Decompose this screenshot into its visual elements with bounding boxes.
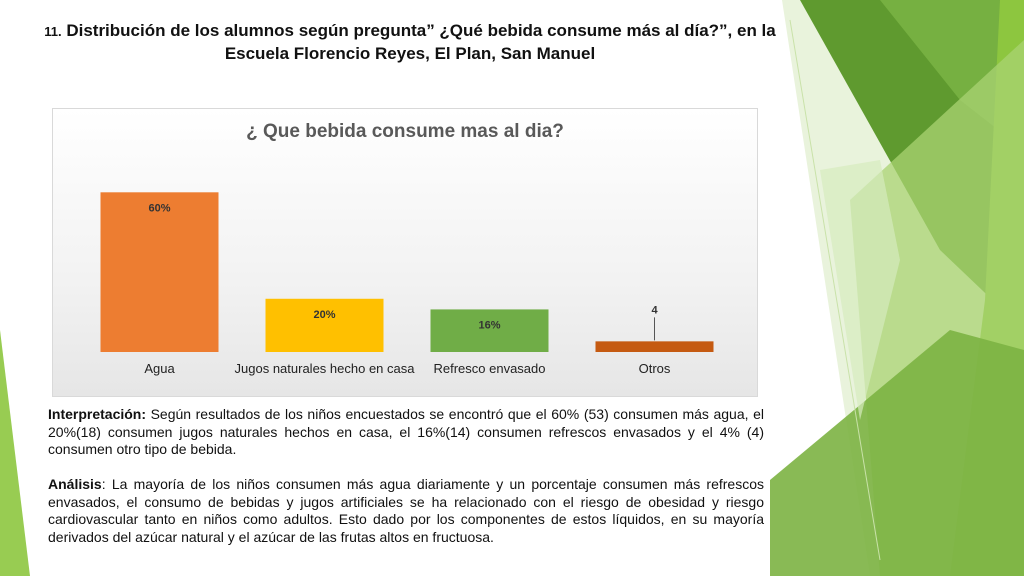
chart-plot (53, 109, 757, 396)
bar-0 (101, 192, 219, 352)
analysis-paragraph (48, 476, 764, 546)
category-label-0: Agua (144, 361, 175, 376)
slide-title (40, 20, 780, 65)
bar-1 (266, 299, 384, 352)
analysis-label: Análisis (48, 476, 102, 492)
bar-chart (52, 108, 758, 397)
interpretation-paragraph (48, 406, 764, 459)
data-label-2: 16% (478, 319, 501, 332)
category-label-3: Otros (638, 361, 671, 376)
analysis-text: : La mayoría de los niños consumen más agua diariamente y un porcentaje consumen más refrescos envasados, el consumo de bebidas y jugos artificiales se ha relacionado con el riesgo de obesidad y riesgo cardiovascular tanto en niños como adultos. Esto dado por los componentes de estos líquidos, en su mayoría derivados del azúcar natural y el azúcar de las frutas altos en fructuosa. (48, 476, 764, 545)
interpretation-text: Según resultados de los niños encuestados se encontró que el 60% (53) consumen más agua, el 20%(18) consumen jugos naturales hechos en casa, el 16%(14) consumen refrescos envasados y el 4% (4) consumen otro tipo de bebida. (48, 406, 764, 457)
data-label-0: 60% (148, 202, 171, 215)
chart-title: ¿ Que bebida consume mas al dia? (246, 121, 564, 142)
data-label-3: 4 (651, 304, 658, 317)
data-label-1: 20% (313, 308, 336, 321)
category-label-1: Jugos naturales hecho en casa (234, 361, 415, 376)
interpretation-label: Interpretación: (48, 406, 147, 422)
slide-title-text: Distribución de los alumnos según pregunta” ¿Qué bebida consume más al día?”, en la Escuela Florencio Reyes, El Plan, San Manuel (66, 21, 776, 63)
category-label-2: Refresco envasado (433, 361, 546, 376)
slide-number: 11. (44, 24, 62, 39)
bar-3 (596, 341, 714, 352)
